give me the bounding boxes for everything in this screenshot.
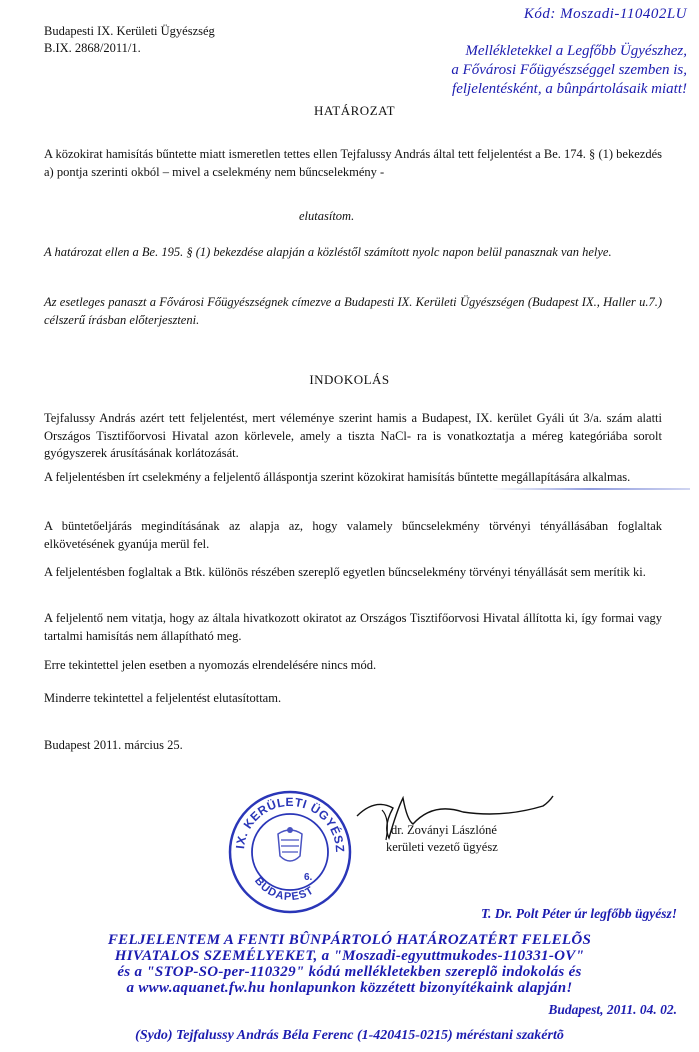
stamp-number: 6. — [304, 872, 313, 883]
appeal-notice: A határozat ellen a Be. 195. § (1) bekezdése alapján a közléstől számított nyolc napon belül panasznak van helye. — [44, 245, 612, 259]
reasoning-paragraph-6: Minderre tekintettel a feljelentést elutasítottam. — [44, 691, 282, 705]
issuing-office: Budapesti IX. Kerületi Ügyészség — [44, 24, 215, 38]
reasoning-paragraph-1: Tejfalussy András azért tett feljelentést, mert véleménye szerint hamis a Budapest, IX. kerület Gyáli út 3/a. szám alatti Országos Tisztifőorvosi Hivatal azon körlevele, amely a tiszta NaCl- ra is vonatkoztatja a méreg kategóriába sorolt gyógyszerek árusításának korlátozását. — [44, 411, 662, 460]
place-date: Budapest 2011. március 25. — [44, 738, 183, 752]
complaint-line-1: FELJELENTEM A FENTI BÛNPÁRTOLÓ HATÁROZATÉRT FELELÕS — [107, 932, 592, 948]
signatory-name: dr. Zoványi Lászlóné — [391, 823, 497, 837]
reasoning-paragraph-4: A feljelentő nem vitatja, hogy az általa hivatkozott okiratot az Országos Tisztifőorvosi Hivatal állította ki, így formai vagy tartalmi hamisítás nem állapítható meg. — [44, 611, 662, 643]
stamp-graphic — [226, 788, 354, 916]
reasoning-paragraph-5: Erre tekintettel jelen esetben a nyomozás elrendelésére nincs mód. — [44, 658, 377, 672]
decision-text: A közokirat hamisítás bűntette miatt ismeretlen tettes ellen Tejfalussy András által tett feljelentést a Be. 174. § (1) bekezdés a) pontja szerinti okból – mivel a cselekmény nem bűncselekmény - — [44, 147, 662, 179]
complaint-line-4: a www.aquanet.fw.hu honlapunkon közzétett bizonyítékaink alapján! — [126, 980, 573, 996]
complaint-line-3: és a "STOP-SO-per-110329" kódú mellékletekben szereplõ indokolás és — [117, 964, 582, 980]
reasoning-title: INDOKOLÁS — [309, 372, 390, 387]
official-stamp — [226, 788, 354, 916]
appeal-instructions: Az esetleges panaszt a Fővárosi Főügyészségnek címezve a Budapesti IX. Kerületi Ügyészségen (Budapest IX., Haller u.7.) célszerű írásban előterjeszteni. — [44, 295, 662, 327]
ruling: elutasítom. — [299, 209, 355, 223]
reasoning-paragraph-2: A büntetőeljárás megindításának az alapja az, hogy valamely bűncselekmény törvényi tényállásában foglaltak elkövetésének gyanúja merül fel. — [44, 519, 662, 551]
complaint-block — [0, 932, 699, 996]
document-title: HATÁROZAT — [313, 103, 396, 118]
stamp-bottom-text: BUDAPEST — [251, 875, 317, 904]
sender-line: (Sydo) Tejfalussy András Béla Ferenc (1-420415-0215) méréstani szakértõ — [135, 1028, 564, 1043]
reasoning-paragraph-1b: A feljelentésben írt cselekmény a feljelentő álláspontja szerint közokirat hamisítás bűntette megállapítására alkalmas. — [44, 470, 631, 484]
signatory-role: kerületi vezető ügyész — [386, 840, 498, 854]
annotation-code: Kód: Moszadi-110402LU — [523, 6, 687, 22]
annotation-line-1: Mellékletekkel a Legfőbb Ügyészhez, — [465, 43, 687, 59]
case-number: B.IX. 2868/2011/1. — [44, 41, 141, 55]
annotation-note — [287, 42, 687, 99]
reasoning-paragraph-3: A feljelentésben foglaltak a Btk. különös részében szereplő egyetlen bűncselekmény törvényi tényállását sem merítik ki. — [44, 565, 646, 579]
annotation-line-3: feljelentésként, a bûnpártolásaik miatt! — [452, 81, 687, 97]
stamp-ring-text: IX. KERÜLETI ÜGYÉSZ — [233, 794, 348, 854]
svg-text:IX. KERÜLETI ÜGYÉSZSÉG — [226, 788, 347, 853]
addressee: T. Dr. Polt Péter úr legfőbb ügyész! — [480, 906, 677, 921]
scan-mark — [490, 488, 690, 490]
footer-date: Budapest, 2011. 04. 02. — [548, 1002, 677, 1017]
annotation-line-2: a Fővárosi Főügyészséggel szemben is, — [451, 62, 687, 78]
complaint-line-2: HIVATALOS SZEMÉLYEKET, a "Moszadi-egyuttmukodes-110331-OV" — [114, 948, 585, 964]
